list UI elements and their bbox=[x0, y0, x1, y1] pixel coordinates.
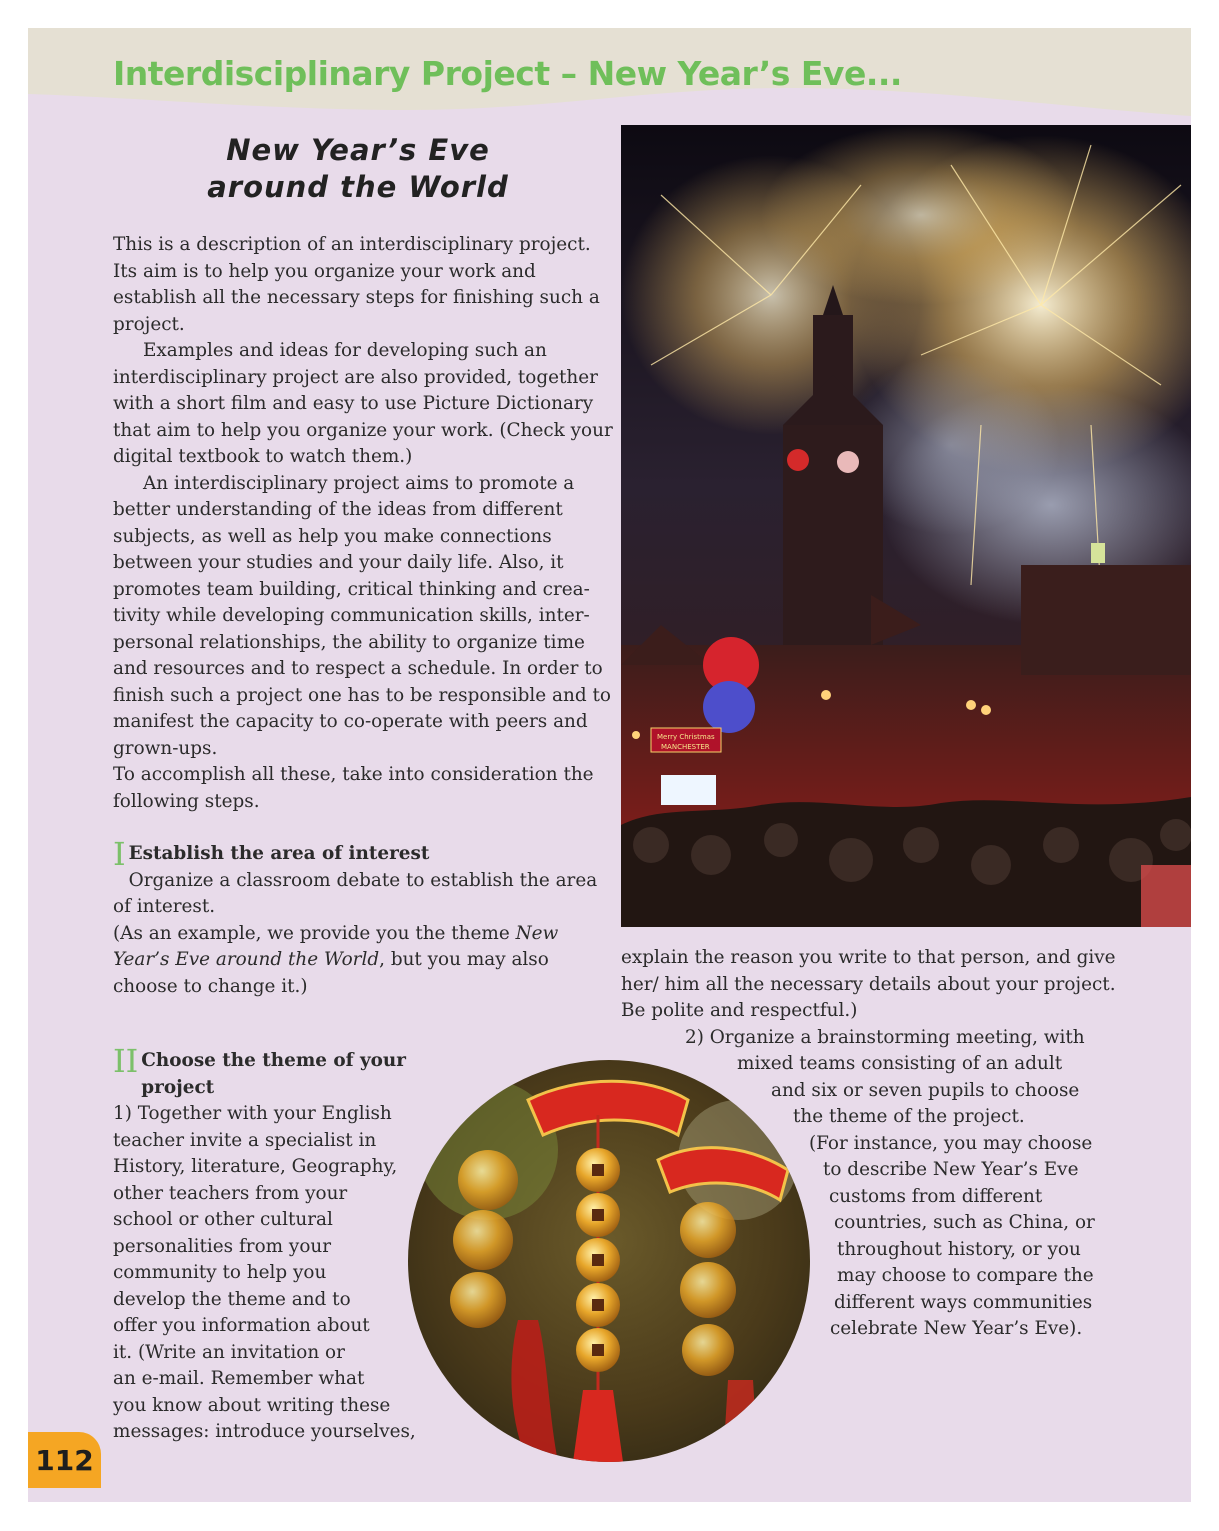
chinese-coins-decoration-photo bbox=[408, 1060, 810, 1462]
section-1-text: Organize a classroom debate to establish the area of interest. bbox=[113, 869, 598, 917]
right-line: throughout history, or you bbox=[837, 1239, 1081, 1260]
intro-paragraph-1: This is a description of an interdisciplinary project. Its aim is to help you organize your work and establish all the necessary steps for finishing such a project. bbox=[113, 234, 600, 335]
section-1-title: Establish the area of interest bbox=[128, 843, 430, 864]
section-2-title: Choose the theme of your project bbox=[141, 1050, 406, 1098]
photo-sign-line-1: Merry Christmas bbox=[657, 733, 715, 741]
page bbox=[28, 28, 1191, 1502]
section-2-line: you know about writing these bbox=[113, 1394, 391, 1416]
section-1-example bbox=[113, 921, 613, 1001]
right-line: may choose to compare the bbox=[837, 1265, 1094, 1286]
right-line: mixed teams consisting of an adult bbox=[737, 1053, 1063, 1074]
section-2-line: teacher invite a specialist in bbox=[113, 1129, 377, 1151]
right-line: the theme of the project. bbox=[793, 1106, 1025, 1127]
section-2-line: develop the theme and to bbox=[113, 1288, 351, 1310]
subtitle-line-2: around the World bbox=[207, 170, 509, 204]
example-theme: New Year’s Eve around the World bbox=[113, 922, 559, 970]
photo-sign-line-2: MANCHESTER bbox=[661, 743, 710, 751]
right-line: 2) Organize a brainstorming meeting, with bbox=[685, 1027, 1085, 1048]
right-line: and six or seven pupils to choose bbox=[771, 1080, 1080, 1101]
intro-text bbox=[113, 232, 613, 815]
section-2-line: 1) Together with your English bbox=[113, 1103, 392, 1124]
right-line: celebrate New Year’s Eve). bbox=[830, 1318, 1083, 1339]
right-line: to describe New Year’s Eve bbox=[823, 1159, 1079, 1180]
example-post: , but you may also choose to change it.) bbox=[113, 949, 549, 997]
intro-paragraph-4: To accomplish all these, take into consideration the following steps. bbox=[113, 764, 594, 812]
section-2-line: messages: introduce yourselves, bbox=[113, 1421, 416, 1442]
section-2-line: offer you information about bbox=[113, 1315, 370, 1336]
section-1-numeral: I bbox=[113, 835, 126, 873]
section-1 bbox=[113, 835, 613, 1000]
section-2-line: an e-mail. Remember what bbox=[113, 1368, 365, 1389]
right-column-top bbox=[621, 945, 1121, 1025]
project-subtitle bbox=[148, 132, 568, 206]
section-2-line: community to help you bbox=[113, 1262, 327, 1283]
fireworks-town-hall-photo bbox=[621, 125, 1191, 927]
intro-paragraph-2: Examples and ideas for developing such an interdisciplinary project are also provided, together with a short film and easy to use Picture Dictionary that aim to help you organize your work. (Check your digital textbook to watch them.) bbox=[113, 340, 613, 467]
example-pre: (As an example, we provide you the theme bbox=[113, 922, 516, 944]
page-title: Interdisciplinary Project – New Year’s Eve... bbox=[113, 54, 902, 93]
section-2-line: other teachers from your bbox=[113, 1182, 348, 1204]
subtitle-line-1: New Year’s Eve bbox=[226, 133, 490, 167]
right-paragraph-1: explain the reason you write to that person, and give her/ him all the necessary details about your project. Be polite and respectful.) bbox=[621, 947, 1116, 1021]
section-2-numeral: II bbox=[113, 1042, 139, 1080]
intro-paragraph-3: An interdisciplinary project aims to promote a better understanding of the ideas from different subjects, as well as help you make connections between your studies and your daily life. Also, it promotes team building, critical thinking and crea-tivity while developing communication skills, inter-personal relationships, the ability to organize time and resources and to respect a schedule. In order to finish such a project one has to be responsible and to manifest the capacity to co-operate with peers and grown-ups. bbox=[113, 472, 611, 759]
section-2-line: school or other cultural bbox=[113, 1209, 333, 1230]
right-line: countries, such as China, or bbox=[834, 1212, 1095, 1233]
section-2-line: History, literature, Geography, bbox=[113, 1156, 398, 1177]
section-2-line: it. (Write an invitation or bbox=[113, 1341, 345, 1363]
page-number-badge: 112 bbox=[28, 1432, 101, 1488]
right-line: (For instance, you may choose bbox=[809, 1133, 1093, 1154]
section-2-line: personalities from your bbox=[113, 1235, 332, 1257]
right-line: customs from different bbox=[829, 1186, 1043, 1207]
right-line: different ways communities bbox=[834, 1292, 1093, 1313]
section-2 bbox=[113, 1042, 453, 1446]
